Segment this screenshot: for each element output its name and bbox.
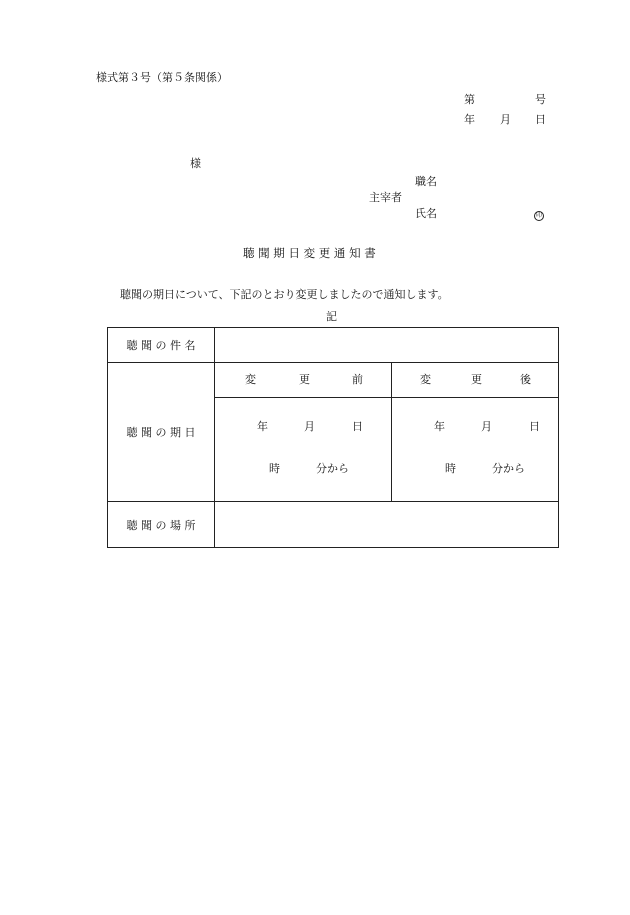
doc-number-suffix: 号	[535, 93, 546, 106]
place-label: 聴 聞 の 場 所	[108, 502, 215, 548]
date-year: 年	[464, 113, 475, 126]
date-label: 聴 聞 の 期 日	[108, 363, 215, 502]
subject-value[interactable]	[215, 328, 559, 363]
row-date-header	[108, 363, 559, 398]
seal-icon: 印	[535, 212, 542, 219]
seal-mark	[534, 208, 544, 221]
body-text: 聴聞の期日について、下記のとおり変更しましたので通知します。	[120, 288, 449, 301]
before-day: 日	[352, 420, 363, 433]
after-header-3: 後	[520, 373, 531, 386]
before-header	[215, 363, 392, 398]
before-header-1: 変	[245, 373, 256, 386]
after-minute: 分から	[492, 462, 525, 475]
addressee-suffix: 様	[190, 157, 201, 170]
row-place	[108, 502, 559, 548]
date-day: 日	[535, 113, 546, 126]
after-month: 月	[481, 420, 492, 433]
after-day: 日	[529, 420, 540, 433]
before-month: 月	[304, 420, 315, 433]
after-header-1: 変	[420, 373, 431, 386]
before-datetime[interactable]	[215, 398, 392, 502]
before-minute: 分から	[316, 462, 349, 475]
place-value[interactable]	[215, 502, 559, 548]
sender-name-label: 氏名	[415, 207, 437, 220]
after-year: 年	[434, 420, 445, 433]
after-hour: 時	[445, 462, 456, 475]
doc-number-prefix: 第	[464, 93, 475, 106]
ki-label: 記	[326, 310, 337, 323]
after-header-2: 更	[471, 373, 482, 386]
sender-role: 主宰者	[369, 191, 402, 204]
before-header-2: 更	[299, 373, 310, 386]
date-month: 月	[500, 113, 511, 126]
document-title: 聴 聞 期 日 変 更 通 知 書	[243, 246, 376, 260]
after-datetime[interactable]	[392, 398, 559, 502]
form-number: 様式第３号（第５条関係）	[96, 71, 228, 84]
sender-title-label: 職名	[415, 175, 437, 188]
before-year: 年	[257, 420, 268, 433]
after-header	[392, 363, 559, 398]
record-table	[107, 327, 559, 548]
before-header-3: 前	[352, 373, 363, 386]
subject-label: 聴 聞 の 件 名	[108, 328, 215, 363]
before-hour: 時	[269, 462, 280, 475]
row-subject	[108, 328, 559, 363]
